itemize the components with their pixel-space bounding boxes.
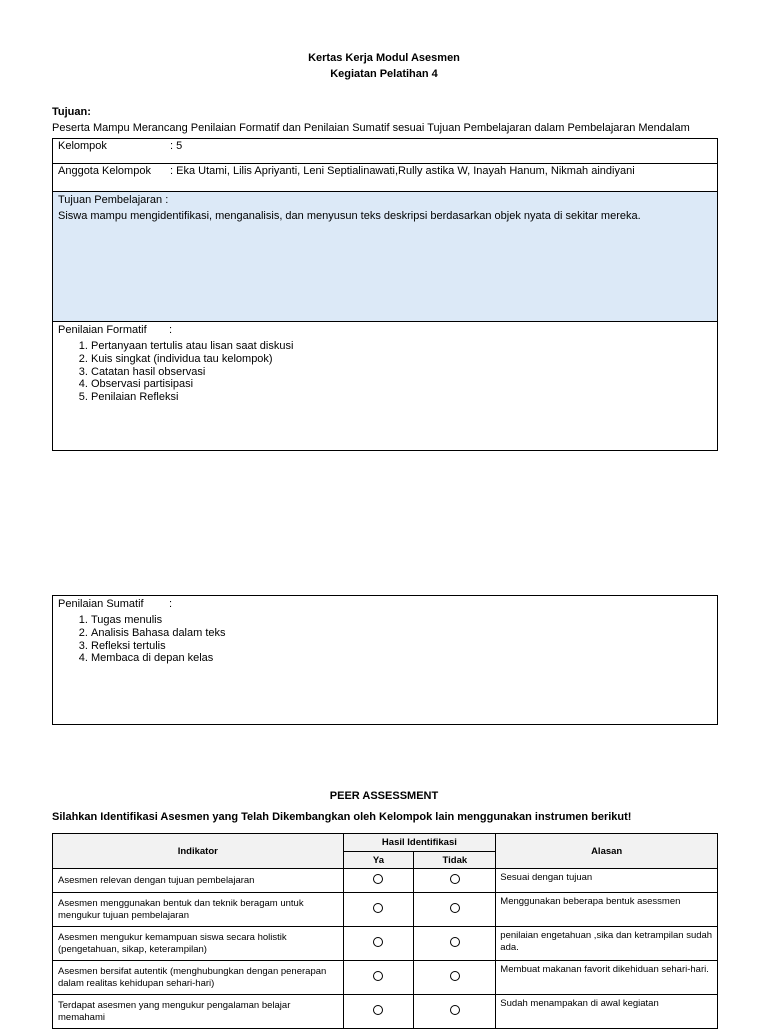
formatif-label: Penilaian Formatif xyxy=(58,324,147,336)
ya-radio[interactable] xyxy=(343,869,414,893)
header-ya: Ya xyxy=(343,852,414,869)
sumatif-colon: : xyxy=(169,598,173,610)
list-item: 2. Kuis singkat (individua tau kelompok) xyxy=(91,353,293,366)
anggota-row xyxy=(53,164,717,192)
tujuan-pembelajaran-section xyxy=(53,192,717,322)
list-item: 1. Pertanyaan tertulis atau lisan saat diskusi xyxy=(91,340,293,353)
formatif-section xyxy=(53,322,717,450)
ya-radio[interactable] xyxy=(343,961,414,995)
list-item: 5. Penilaian Refleksi xyxy=(91,391,293,404)
peer-assessment-table xyxy=(52,833,718,1029)
indikator-cell: Asesmen menggunakan bentuk dan teknik beragam untuk mengukur tujuan pembelajaran xyxy=(53,893,344,927)
indikator-cell: Asesmen relevan dengan tujuan pembelajaran xyxy=(53,869,344,893)
table-row xyxy=(53,995,718,1029)
list-item: 4. Membaca di depan kelas xyxy=(91,652,226,665)
sumatif-box xyxy=(52,595,718,725)
list-item: 3. Refleksi tertulis xyxy=(91,640,226,653)
tidak-radio[interactable] xyxy=(414,961,496,995)
list-item: 4. Observasi partisipasi xyxy=(91,378,293,391)
header-alasan: Alasan xyxy=(496,834,718,869)
indikator-cell: Asesmen bersifat autentik (menghubungkan dengan penerapan dalam realitas kehidupan sehari-hari) xyxy=(53,961,344,995)
radio-circle-icon[interactable] xyxy=(450,903,460,913)
anggota-value: : Eka Utami, Lilis Apriyanti, Leni Septialinawati,Rully astika W, Inayah Hanum, Nikmah aindiyani xyxy=(170,165,635,177)
alasan-cell: Sudah menampakan di awal kegiatan xyxy=(496,995,718,1029)
radio-circle-icon[interactable] xyxy=(450,874,460,884)
table-row xyxy=(53,927,718,961)
peer-instruction: Silahkan Identifikasi Asesmen yang Telah Dikembangkan oleh Kelompok lain menggunakan instrumen berikut! xyxy=(52,811,632,823)
header-hasil: Hasil Identifikasi xyxy=(343,834,496,852)
tujuan-label: Tujuan: xyxy=(52,106,91,118)
sumatif-label: Penilaian Sumatif xyxy=(58,598,144,610)
radio-circle-icon[interactable] xyxy=(373,874,383,884)
table-row xyxy=(53,961,718,995)
table-row xyxy=(53,869,718,893)
radio-circle-icon[interactable] xyxy=(373,903,383,913)
document-subtitle: Kegiatan Pelatihan 4 xyxy=(330,68,438,80)
indikator-cell: Asesmen mengukur kemampuan siswa secara holistik (pengetahuan, sikap, keterampilan) xyxy=(53,927,344,961)
tujuan-pembelajaran-label: Tujuan Pembelajaran : xyxy=(58,194,169,206)
list-item: 2. Analisis Bahasa dalam teks xyxy=(91,627,226,640)
document-title: Kertas Kerja Modul Asesmen xyxy=(308,52,460,64)
alasan-cell: penilaian engetahuan ,sika dan ketrampilan sudah ada. xyxy=(496,927,718,961)
list-item: 3. Catatan hasil observasi xyxy=(91,366,293,379)
ya-radio[interactable] xyxy=(343,927,414,961)
list-item: 1. Tugas menulis xyxy=(91,614,226,627)
radio-circle-icon[interactable] xyxy=(373,937,383,947)
radio-circle-icon[interactable] xyxy=(450,1005,460,1015)
indikator-cell: Terdapat asesmen yang mengukur pengalaman belajar memahami xyxy=(53,995,344,1029)
peer-title: PEER ASSESSMENT xyxy=(329,790,439,802)
ya-radio[interactable] xyxy=(343,893,414,927)
anggota-label: Anggota Kelompok xyxy=(58,165,151,177)
tidak-radio[interactable] xyxy=(414,893,496,927)
formatif-list xyxy=(53,340,293,404)
tidak-radio[interactable] xyxy=(414,869,496,893)
tujuan-pembelajaran-text: Siswa mampu mengidentifikasi, menganalisis, dan menyusun teks deskripsi berdasarkan objek nyata di sekitar mereka. xyxy=(58,210,641,222)
sumatif-list xyxy=(53,614,226,665)
table-row xyxy=(53,893,718,927)
radio-circle-icon[interactable] xyxy=(450,937,460,947)
radio-circle-icon[interactable] xyxy=(373,971,383,981)
tidak-radio[interactable] xyxy=(414,995,496,1029)
alasan-cell: Sesuai dengan tujuan xyxy=(496,869,718,893)
tidak-radio[interactable] xyxy=(414,927,496,961)
kelompok-row xyxy=(53,139,717,164)
kelompok-value: : 5 xyxy=(170,140,183,152)
info-box xyxy=(52,138,718,451)
kelompok-label: Kelompok xyxy=(58,140,107,152)
tujuan-text: Peserta Mampu Merancang Penilaian Formatif dan Penilaian Sumatif sesuai Tujuan Pembelajaran dalam Pembelajaran Mendalam xyxy=(52,122,690,134)
header-tidak: Tidak xyxy=(414,852,496,869)
radio-circle-icon[interactable] xyxy=(373,1005,383,1015)
radio-circle-icon[interactable] xyxy=(450,971,460,981)
header-indikator: Indikator xyxy=(53,834,344,869)
ya-radio[interactable] xyxy=(343,995,414,1029)
formatif-colon: : xyxy=(169,324,173,336)
alasan-cell: Membuat makanan favorit dikehiduan sehari-hari. xyxy=(496,961,718,995)
alasan-cell: Menggunakan beberapa bentuk asessmen xyxy=(496,893,718,927)
